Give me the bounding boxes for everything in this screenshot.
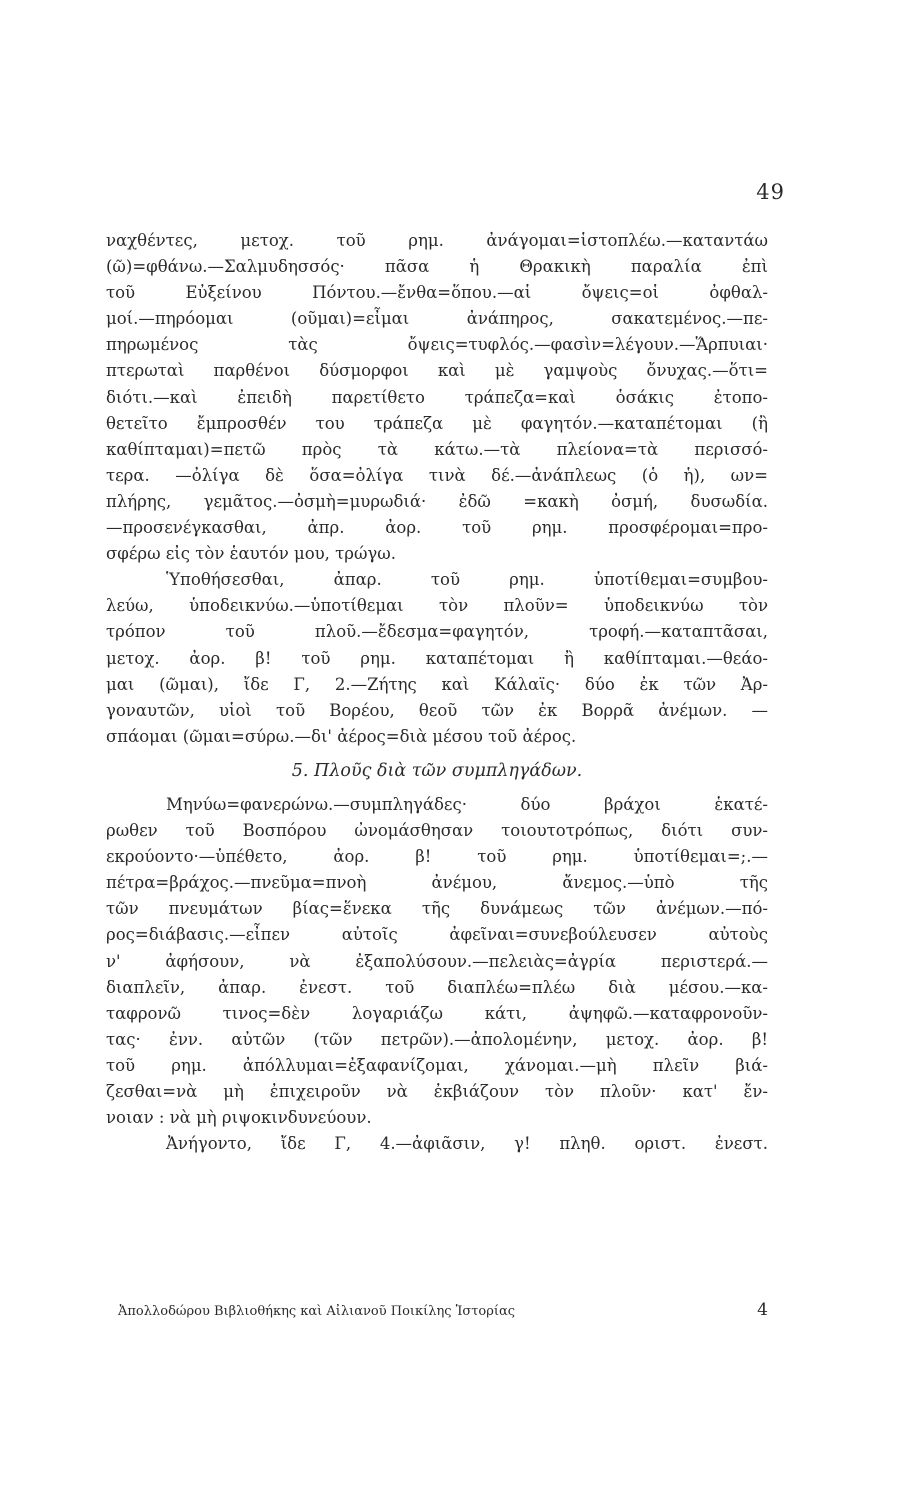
section-heading: 5. Πλοῦς διὰ τῶν συμπληγάδων.	[291, 760, 583, 781]
text-line: ν' ἀφήσουν, νὰ ἐξαπολύσουν.—πελειὰς=ἀγρία περιστερά.—	[106, 951, 768, 971]
text-line: τερα. —ὀλίγα δὲ ὅσα=ὀλίγα τινὰ δέ.—ἀνάπλεως (ὁ ἡ), ων=	[106, 465, 768, 485]
text-line: ζεσθαι=νὰ μὴ ἐπιχειροῦν νὰ ἐκβιάζουν τὸν πλοῦν· κατ' ἔν-	[106, 1082, 768, 1101]
text-line: πηρωμένος τὰς ὄψεις=τυφλός.—φασὶν=λέγουν.—Ἅρπυιαι·	[106, 335, 768, 355]
text-line: πέτρα=βράχος.—πνεῦμα=πνοὴ ἀνέμου, ἄνεμος.—ὑπὸ τῆς	[106, 873, 768, 893]
text-line: σφέρω εἰς τὸν ἑαυτόν μου, τρώγω.	[106, 544, 396, 564]
text-line: εκρούοντο·—ὑπέθετο, ἀορ. β! τοῦ ρημ. ὑποτίθεμαι=;.—	[106, 847, 768, 867]
text-line: ρωθεν τοῦ Βοσπόρου ὠνομάσθησαν τοιουτοτρόπως, διότι συν-	[106, 821, 768, 841]
text-line: σπάομαι (ῶμαι=σύρω.—δι' ἀέρος=διὰ μέσου τοῦ ἀέρος.	[106, 726, 577, 746]
text-line: τῶν πνευμάτων βίας=ἕνεκα τῆς δυνάμεως τῶν ἀνέμων.—πό-	[106, 899, 768, 919]
page-number: 49	[756, 180, 785, 204]
text-line: μοί.—πηρόομαι (οῦμαι)=εἶμαι ἀνάπηρος, σακατεμένος.—πε-	[106, 309, 768, 329]
text-line: Ὑποθήσεσθαι, ἀπαρ. τοῦ ρημ. ὑποτίθεμαι=συμβου-	[166, 570, 768, 590]
text-line: θετεῖτο ἔμπροσθέν του τράπεζα μὲ φαγητόν.—καταπέτομαι (ἢ	[106, 413, 768, 433]
text-line: ναχθέντες, μετοχ. τοῦ ρημ. ἀνάγομαι=ἱστοπλέω.—καταντάω	[106, 231, 768, 250]
text-line: Ἀνήγοντο, ἴδε Γ, 4.—ἀφιᾶσιν, γ! πληθ. οριστ. ἐνεστ.	[166, 1134, 768, 1154]
commentary-text	[106, 228, 768, 1157]
text-line: μαι (ῶμαι), ἴδε Γ, 2.—Ζήτης καὶ Κάλαϊς· δύο ἐκ τῶν Ἀρ-	[106, 674, 768, 694]
text-line: πλήρης, γεμᾶτος.—ὀσμὴ=μυρωδιά· ἐδῶ =κακὴ ὀσμή, δυσωδία.	[106, 491, 768, 511]
text-line: λεύω, ὑποδεικνύω.—ὑποτίθεμαι τὸν πλοῦν= ὑποδεικνύω τὸν	[106, 596, 768, 616]
text-line: καθίπταμαι)=πετῶ πρὸς τὰ κάτω.—τὰ πλείονα=τὰ περισσό-	[106, 439, 768, 459]
text-line: τοῦ Εὐξείνου Πόντου.—ἔνθα=ὅπου.—αἱ ὄψεις=οἱ ὀφθαλ-	[106, 283, 768, 303]
text-line: τρόπον τοῦ πλοῦ.—ἔδεσμα=φαγητόν, τροφή.—καταπτᾶσαι,	[106, 622, 768, 642]
footer	[118, 1300, 768, 1320]
text-line: (ῶ)=φθάνω.—Σαλμυδησσός· πᾶσα ἡ Θρακικὴ παραλία ἐπὶ	[106, 257, 768, 277]
text-line: Μηνύω=φανερώνω.—συμπληγάδες· δύο βράχοι ἑκατέ-	[166, 794, 768, 814]
signature-mark: 4	[757, 1300, 768, 1320]
text-line: διαπλεῖν, ἀπαρ. ἐνεστ. τοῦ διαπλέω=πλέω διὰ μέσου.—κα-	[106, 977, 768, 997]
text-line: ρος=διάβασις.—εἶπεν αὐτοῖς ἀφεῖναι=συνεβούλευσεν αὐτοὺς	[106, 925, 768, 945]
text-line: τοῦ ρημ. ἀπόλλυμαι=ἐξαφανίζομαι, χάνομαι.—μὴ πλεῖν βιά-	[106, 1055, 768, 1075]
text-line: διότι.—καὶ ἐπειδὴ παρετίθετο τράπεζα=καὶ ὁσάκις ἐτοπο-	[106, 387, 768, 407]
text-line: τας· ἐνν. αὐτῶν (τῶν πετρῶν).—ἀπολομένην, μετοχ. ἀορ. β!	[106, 1029, 768, 1049]
footer-title: Ἀπολλοδώρου Βιβλιοθήκης καὶ Αἰλιανοῦ Ποικίλης Ἱστορίας	[118, 1304, 516, 1319]
text-line: —προσενέγκασθαι, ἀπρ. ἀορ. τοῦ ρημ. προσφέρομαι=προ-	[106, 518, 768, 538]
text-line: νοιαν : νὰ μὴ ριψοκινδυνεύουν.	[106, 1108, 372, 1128]
text-line: γοναυτῶν, υἱοὶ τοῦ Βορέου, θεοῦ τῶν ἐκ Βορρᾶ ἀνέμων. —	[106, 700, 768, 720]
text-line: ταφρονῶ τινος=δὲν λογαριάζω κάτι, ἀψηφῶ.—καταφρονοῦν-	[106, 1003, 768, 1023]
text-line: μετοχ. ἀορ. β! τοῦ ρημ. καταπέτομαι ἢ καθίπταμαι.—θεάο-	[106, 648, 768, 668]
text-line: πτερωταὶ παρθένοι δύσμορφοι καὶ μὲ γαμψοὺς ὄνυχας.—ὅτι=	[106, 361, 768, 381]
